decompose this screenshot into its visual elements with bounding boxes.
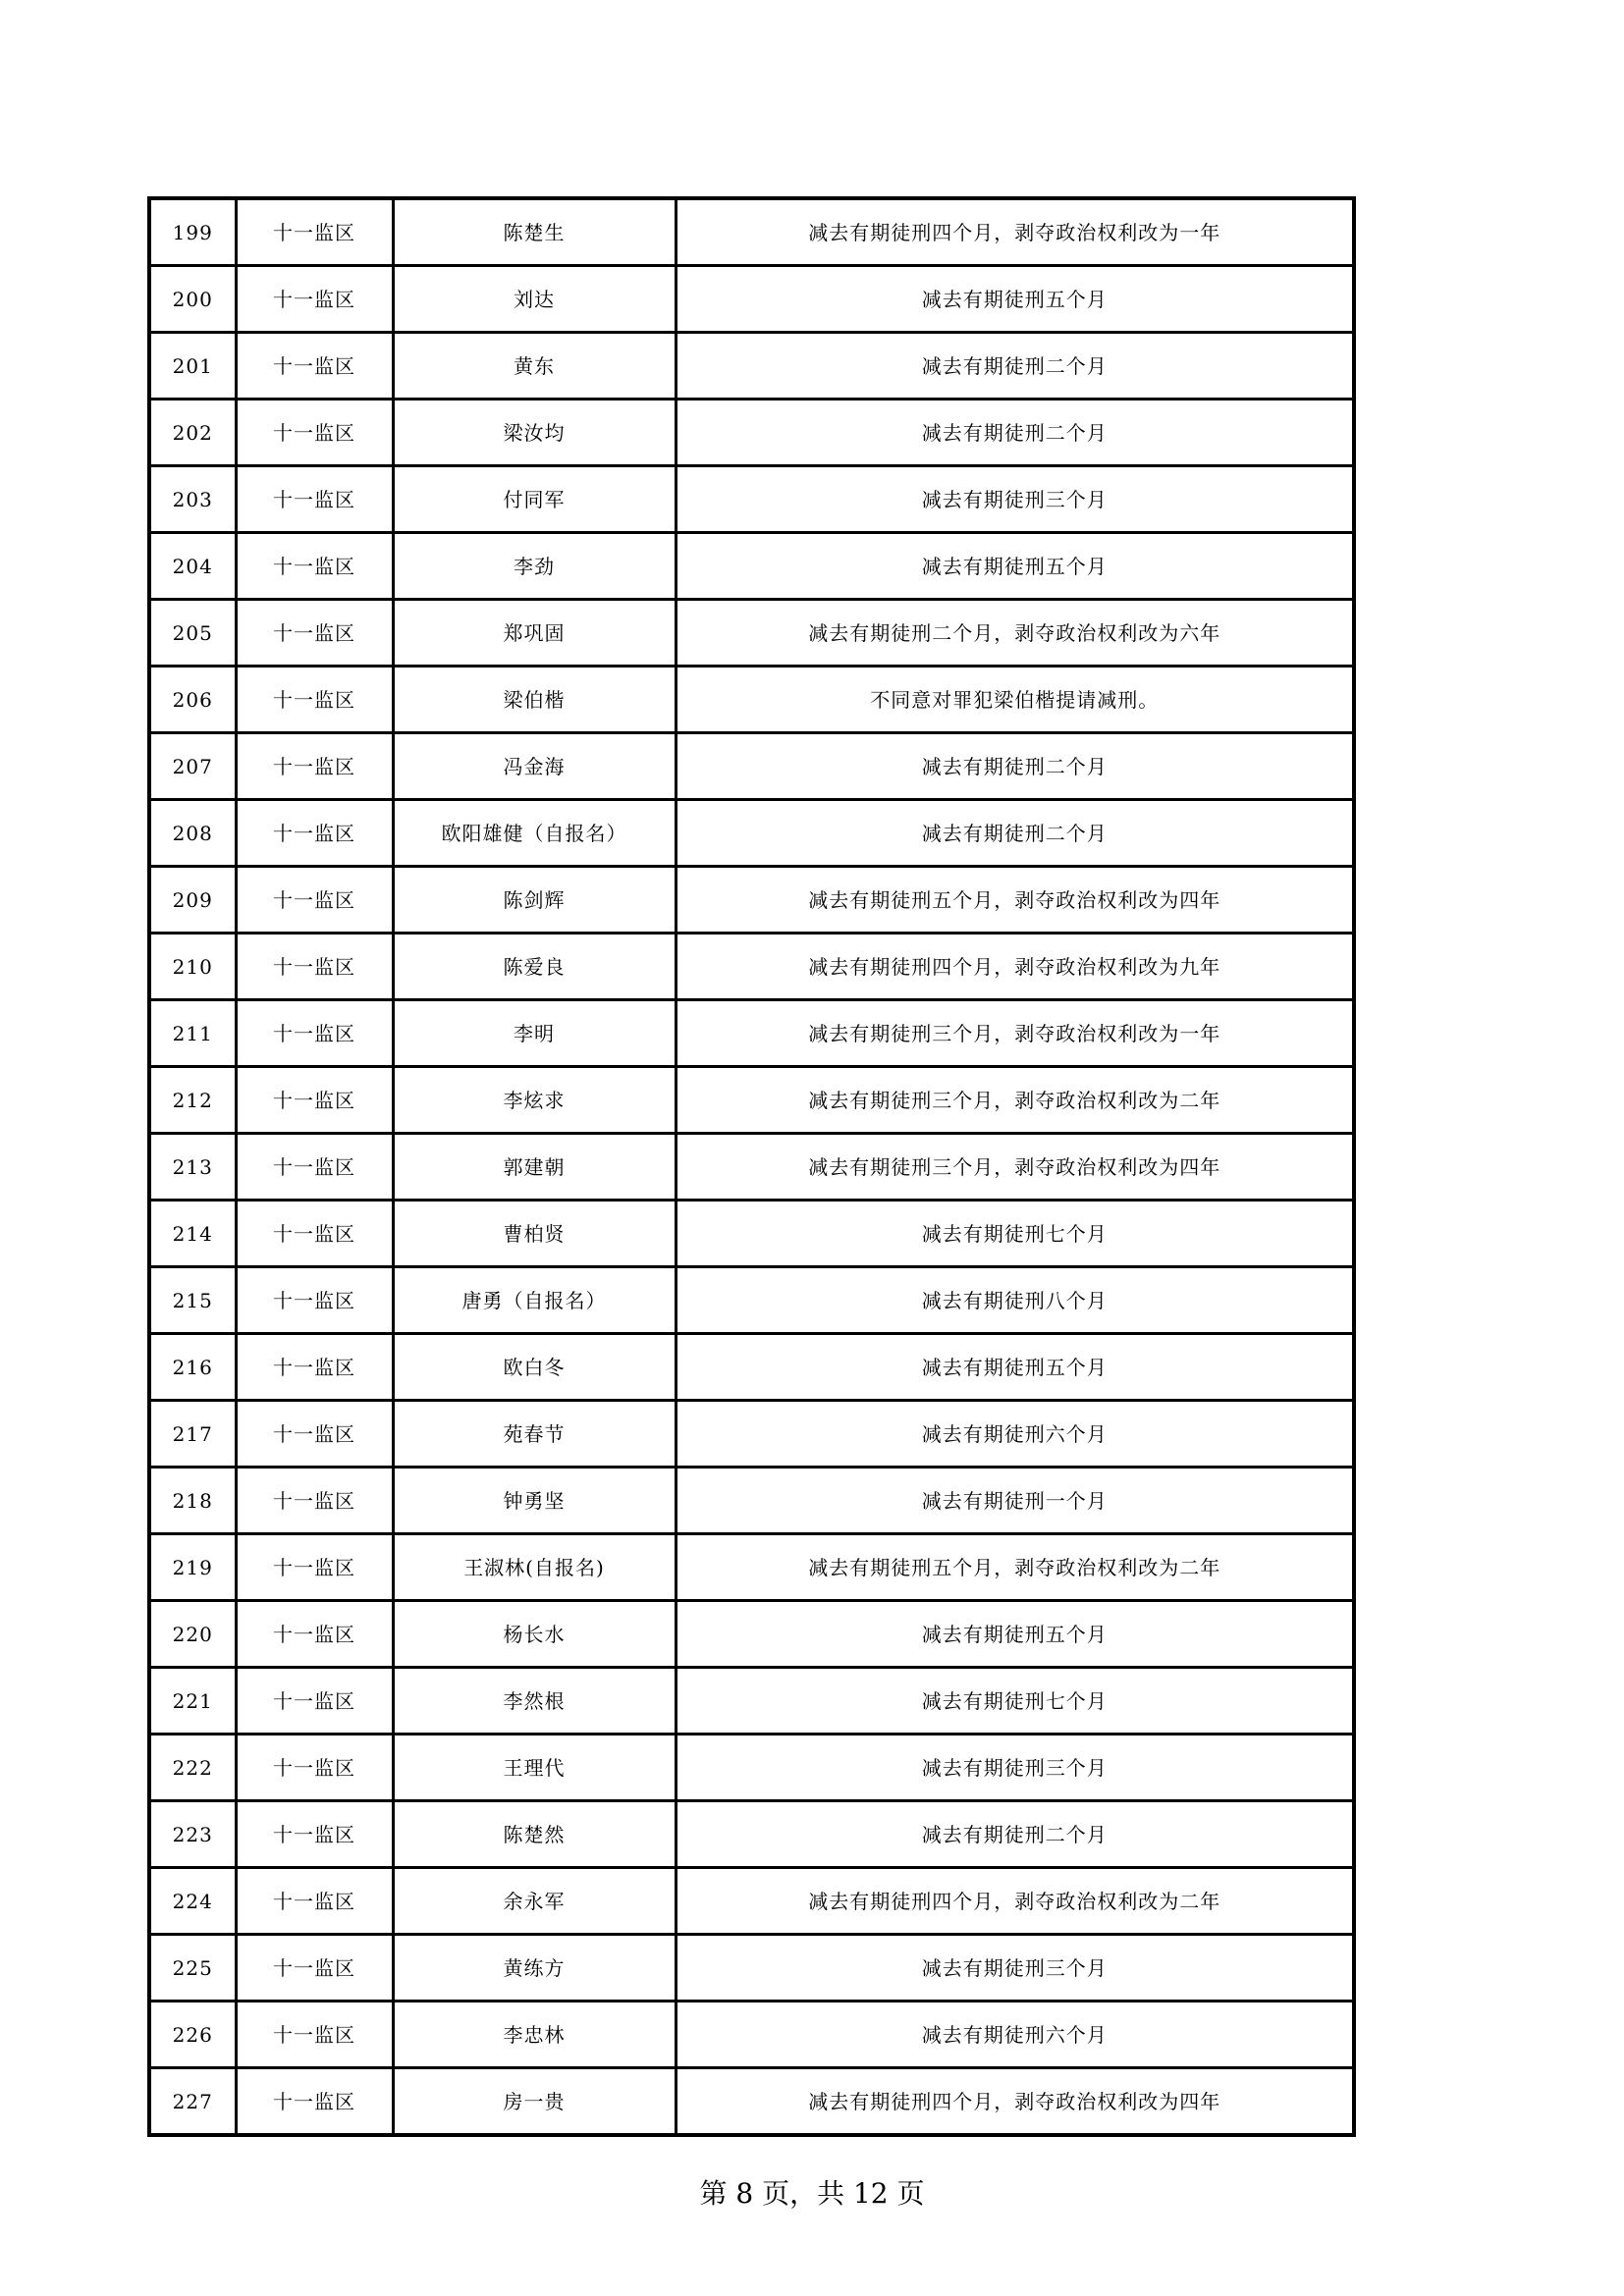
row-number-cell: 207 bbox=[149, 733, 236, 800]
ruling-result-cell: 减去有期徒刑四个月，剥夺政治权利改为四年 bbox=[676, 2068, 1354, 2136]
table-row bbox=[149, 1067, 1354, 1134]
table-row bbox=[149, 1401, 1354, 1468]
inmate-name-cell: 杨长水 bbox=[393, 1601, 676, 1668]
inmate-name-cell: 刘达 bbox=[393, 266, 676, 333]
prison-area-cell: 十一监区 bbox=[236, 1134, 393, 1201]
row-number-cell: 224 bbox=[149, 1868, 236, 1935]
prison-area-cell: 十一监区 bbox=[236, 1601, 393, 1668]
prison-area-cell: 十一监区 bbox=[236, 266, 393, 333]
prison-area-cell: 十一监区 bbox=[236, 2068, 393, 2136]
row-number-cell: 216 bbox=[149, 1334, 236, 1401]
inmate-name-cell: 曹柏贤 bbox=[393, 1201, 676, 1267]
table-row bbox=[149, 533, 1354, 600]
prison-area-cell: 十一监区 bbox=[236, 400, 393, 466]
row-number-cell: 214 bbox=[149, 1201, 236, 1267]
row-number-cell: 211 bbox=[149, 1000, 236, 1067]
prison-area-cell: 十一监区 bbox=[236, 1267, 393, 1334]
inmate-name-cell: 欧阳雄健（自报名） bbox=[393, 800, 676, 867]
ruling-result-cell: 减去有期徒刑五个月 bbox=[676, 266, 1354, 333]
row-number-cell: 226 bbox=[149, 2002, 236, 2068]
row-number-cell: 212 bbox=[149, 1067, 236, 1134]
inmate-name-cell: 欧白冬 bbox=[393, 1334, 676, 1401]
ruling-result-cell: 减去有期徒刑六个月 bbox=[676, 2002, 1354, 2068]
row-number-cell: 217 bbox=[149, 1401, 236, 1468]
table-row bbox=[149, 733, 1354, 800]
ruling-result-cell: 减去有期徒刑二个月 bbox=[676, 333, 1354, 400]
prison-area-cell: 十一监区 bbox=[236, 600, 393, 667]
ruling-result-cell: 减去有期徒刑三个月，剥夺政治权利改为二年 bbox=[676, 1067, 1354, 1134]
table-row bbox=[149, 2068, 1354, 2136]
ruling-result-cell: 减去有期徒刑四个月，剥夺政治权利改为九年 bbox=[676, 934, 1354, 1000]
table-row bbox=[149, 800, 1354, 867]
ruling-result-cell: 减去有期徒刑二个月 bbox=[676, 800, 1354, 867]
row-number-cell: 206 bbox=[149, 667, 236, 733]
inmate-name-cell: 陈楚生 bbox=[393, 198, 676, 266]
table-row bbox=[149, 867, 1354, 934]
row-number-cell: 223 bbox=[149, 1801, 236, 1868]
ruling-result-cell: 减去有期徒刑五个月 bbox=[676, 1601, 1354, 1668]
prison-area-cell: 十一监区 bbox=[236, 466, 393, 533]
ruling-result-cell: 减去有期徒刑六个月 bbox=[676, 1401, 1354, 1468]
prison-area-cell: 十一监区 bbox=[236, 800, 393, 867]
row-number-cell: 227 bbox=[149, 2068, 236, 2136]
table-row bbox=[149, 266, 1354, 333]
inmate-name-cell: 钟勇坚 bbox=[393, 1468, 676, 1534]
prison-area-cell: 十一监区 bbox=[236, 198, 393, 266]
table-row bbox=[149, 1000, 1354, 1067]
table-row bbox=[149, 1201, 1354, 1267]
table-row bbox=[149, 333, 1354, 400]
table-row bbox=[149, 1735, 1354, 1801]
ruling-result-cell: 减去有期徒刑五个月 bbox=[676, 533, 1354, 600]
prison-area-cell: 十一监区 bbox=[236, 1201, 393, 1267]
table-row bbox=[149, 1334, 1354, 1401]
row-number-cell: 219 bbox=[149, 1534, 236, 1601]
ruling-result-cell: 减去有期徒刑三个月，剥夺政治权利改为一年 bbox=[676, 1000, 1354, 1067]
inmate-name-cell: 李明 bbox=[393, 1000, 676, 1067]
table-body bbox=[149, 198, 1354, 2135]
table-row bbox=[149, 667, 1354, 733]
prison-area-cell: 十一监区 bbox=[236, 1468, 393, 1534]
ruling-result-cell: 减去有期徒刑八个月 bbox=[676, 1267, 1354, 1334]
table-row bbox=[149, 1801, 1354, 1868]
row-number-cell: 204 bbox=[149, 533, 236, 600]
prison-area-cell: 十一监区 bbox=[236, 1401, 393, 1468]
inmate-name-cell: 陈剑辉 bbox=[393, 867, 676, 934]
row-number-cell: 201 bbox=[149, 333, 236, 400]
inmate-name-cell: 付同军 bbox=[393, 466, 676, 533]
inmate-name-cell: 唐勇（自报名） bbox=[393, 1267, 676, 1334]
inmate-name-cell: 房一贵 bbox=[393, 2068, 676, 2136]
prison-area-cell: 十一监区 bbox=[236, 533, 393, 600]
inmate-name-cell: 陈爱良 bbox=[393, 934, 676, 1000]
ruling-result-cell: 减去有期徒刑五个月，剥夺政治权利改为二年 bbox=[676, 1534, 1354, 1601]
prison-area-cell: 十一监区 bbox=[236, 1801, 393, 1868]
prison-area-cell: 十一监区 bbox=[236, 1935, 393, 2002]
ruling-result-cell: 减去有期徒刑五个月 bbox=[676, 1334, 1354, 1401]
ruling-result-cell: 减去有期徒刑二个月 bbox=[676, 400, 1354, 466]
ruling-result-cell: 减去有期徒刑七个月 bbox=[676, 1668, 1354, 1735]
inmate-name-cell: 梁伯楷 bbox=[393, 667, 676, 733]
table-row bbox=[149, 1868, 1354, 1935]
inmate-name-cell: 陈楚然 bbox=[393, 1801, 676, 1868]
row-number-cell: 208 bbox=[149, 800, 236, 867]
inmate-name-cell: 李然根 bbox=[393, 1668, 676, 1735]
table-row bbox=[149, 400, 1354, 466]
table-row bbox=[149, 198, 1354, 266]
table-row bbox=[149, 1668, 1354, 1735]
prison-area-cell: 十一监区 bbox=[236, 934, 393, 1000]
ruling-result-cell: 减去有期徒刑七个月 bbox=[676, 1201, 1354, 1267]
prison-area-cell: 十一监区 bbox=[236, 2002, 393, 2068]
row-number-cell: 221 bbox=[149, 1668, 236, 1735]
row-number-cell: 209 bbox=[149, 867, 236, 934]
prison-area-cell: 十一监区 bbox=[236, 667, 393, 733]
ruling-result-cell: 减去有期徒刑三个月 bbox=[676, 1935, 1354, 2002]
inmate-name-cell: 王理代 bbox=[393, 1735, 676, 1801]
row-number-cell: 210 bbox=[149, 934, 236, 1000]
sentence-reduction-table bbox=[147, 196, 1356, 2137]
prison-area-cell: 十一监区 bbox=[236, 1735, 393, 1801]
ruling-result-cell: 减去有期徒刑二个月，剥夺政治权利改为六年 bbox=[676, 600, 1354, 667]
ruling-result-cell: 减去有期徒刑四个月，剥夺政治权利改为一年 bbox=[676, 198, 1354, 266]
inmate-name-cell: 郑巩固 bbox=[393, 600, 676, 667]
row-number-cell: 199 bbox=[149, 198, 236, 266]
table-row bbox=[149, 1601, 1354, 1668]
row-number-cell: 203 bbox=[149, 466, 236, 533]
table-row bbox=[149, 934, 1354, 1000]
inmate-name-cell: 李忠林 bbox=[393, 2002, 676, 2068]
page-number-footer: 第 8 页，共 12 页 bbox=[699, 2177, 925, 2210]
inmate-name-cell: 王淑林(自报名) bbox=[393, 1534, 676, 1601]
row-number-cell: 200 bbox=[149, 266, 236, 333]
prison-area-cell: 十一监区 bbox=[236, 1868, 393, 1935]
row-number-cell: 222 bbox=[149, 1735, 236, 1801]
ruling-result-cell: 减去有期徒刑一个月 bbox=[676, 1468, 1354, 1534]
row-number-cell: 215 bbox=[149, 1267, 236, 1334]
inmate-name-cell: 余永军 bbox=[393, 1868, 676, 1935]
row-number-cell: 202 bbox=[149, 400, 236, 466]
row-number-cell: 205 bbox=[149, 600, 236, 667]
prison-area-cell: 十一监区 bbox=[236, 333, 393, 400]
table-row bbox=[149, 1468, 1354, 1534]
row-number-cell: 213 bbox=[149, 1134, 236, 1201]
prison-area-cell: 十一监区 bbox=[236, 1534, 393, 1601]
inmate-name-cell: 李炫求 bbox=[393, 1067, 676, 1134]
ruling-result-cell: 减去有期徒刑二个月 bbox=[676, 1801, 1354, 1868]
ruling-result-cell: 减去有期徒刑二个月 bbox=[676, 733, 1354, 800]
ruling-result-cell: 减去有期徒刑三个月 bbox=[676, 466, 1354, 533]
prison-area-cell: 十一监区 bbox=[236, 867, 393, 934]
table-row bbox=[149, 1267, 1354, 1334]
table-row bbox=[149, 1534, 1354, 1601]
ruling-result-cell: 减去有期徒刑四个月，剥夺政治权利改为二年 bbox=[676, 1868, 1354, 1935]
inmate-name-cell: 冯金海 bbox=[393, 733, 676, 800]
inmate-name-cell: 梁汝均 bbox=[393, 400, 676, 466]
inmate-name-cell: 苑春节 bbox=[393, 1401, 676, 1468]
ruling-result-cell: 减去有期徒刑三个月，剥夺政治权利改为四年 bbox=[676, 1134, 1354, 1201]
row-number-cell: 218 bbox=[149, 1468, 236, 1534]
prison-area-cell: 十一监区 bbox=[236, 733, 393, 800]
inmate-name-cell: 黄练方 bbox=[393, 1935, 676, 2002]
ruling-result-cell: 减去有期徒刑五个月，剥夺政治权利改为四年 bbox=[676, 867, 1354, 934]
prison-area-cell: 十一监区 bbox=[236, 1668, 393, 1735]
table-row bbox=[149, 1134, 1354, 1201]
prison-area-cell: 十一监区 bbox=[236, 1334, 393, 1401]
table-row bbox=[149, 466, 1354, 533]
inmate-name-cell: 李劲 bbox=[393, 533, 676, 600]
inmate-name-cell: 郭建朝 bbox=[393, 1134, 676, 1201]
table-row bbox=[149, 2002, 1354, 2068]
prison-area-cell: 十一监区 bbox=[236, 1067, 393, 1134]
table-row bbox=[149, 1935, 1354, 2002]
inmate-name-cell: 黄东 bbox=[393, 333, 676, 400]
ruling-result-cell: 不同意对罪犯梁伯楷提请减刑。 bbox=[676, 667, 1354, 733]
row-number-cell: 220 bbox=[149, 1601, 236, 1668]
table-row bbox=[149, 600, 1354, 667]
ruling-result-cell: 减去有期徒刑三个月 bbox=[676, 1735, 1354, 1801]
row-number-cell: 225 bbox=[149, 1935, 236, 2002]
prison-area-cell: 十一监区 bbox=[236, 1000, 393, 1067]
